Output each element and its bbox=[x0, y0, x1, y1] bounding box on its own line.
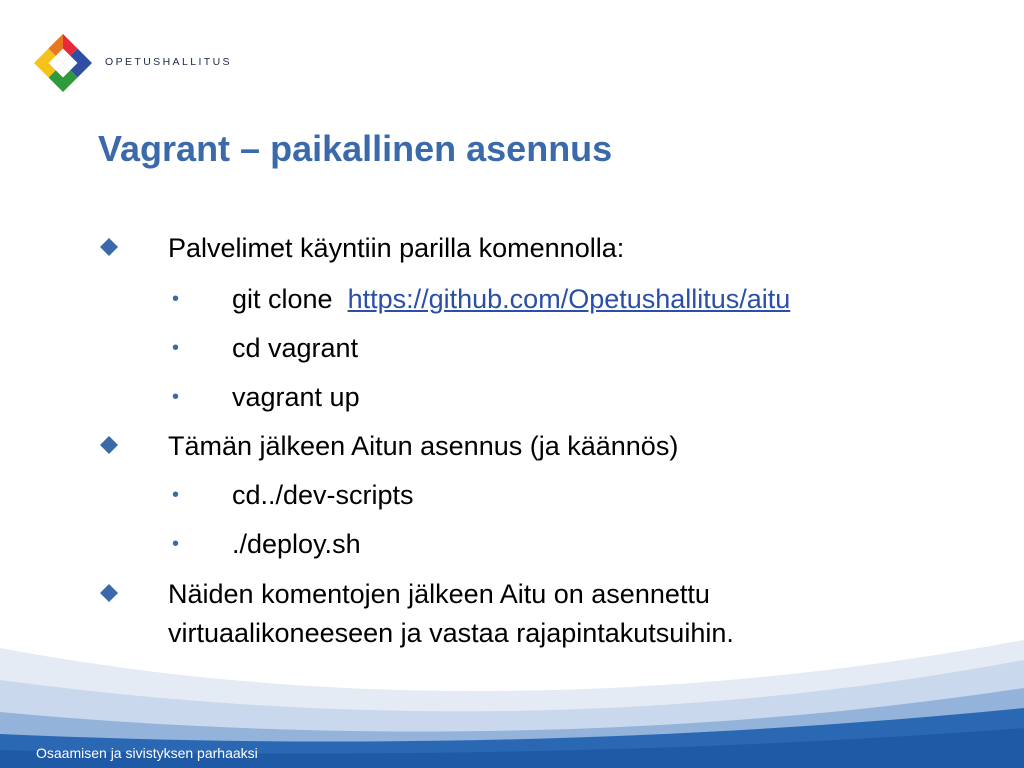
bullet-line: Näiden komentojen jälkeen Aitu on asennettu bbox=[168, 579, 710, 609]
sub-bullet-item: cd../dev-scripts bbox=[232, 480, 414, 510]
bullet-item: Tämän jälkeen Aitun asennus (ja käännös) bbox=[168, 431, 679, 461]
diamond-bullet-icon bbox=[100, 436, 118, 454]
github-link[interactable]: https://github.com/Opetushallitus/aitu bbox=[347, 284, 791, 314]
slide-title: Vagrant – paikallinen asennus bbox=[98, 128, 613, 169]
bullet-line: virtuaalikoneeseen ja vastaa rajapintakutsuihin. bbox=[168, 618, 734, 648]
org-name: OPETUSHALLITUS bbox=[105, 56, 232, 68]
dot-bullet-icon: • bbox=[172, 386, 180, 408]
sub-bullet-prefix: git clone bbox=[232, 284, 348, 314]
diamond-bullet-icon bbox=[100, 238, 118, 256]
sub-bullet-item: ./deploy.sh bbox=[232, 529, 361, 559]
sub-bullet-item: vagrant up bbox=[232, 382, 360, 412]
sub-bullet-item bbox=[232, 280, 790, 319]
dot-bullet-icon: • bbox=[172, 533, 180, 555]
footer-wave bbox=[0, 600, 1024, 768]
sub-bullet-item: cd vagrant bbox=[232, 333, 359, 363]
bullet-item: Palvelimet käyntiin parilla komennolla: bbox=[168, 233, 625, 263]
dot-bullet-icon: • bbox=[172, 288, 180, 310]
dot-bullet-icon: • bbox=[172, 337, 180, 359]
footer-tagline: Osaamisen ja sivistyksen parhaaksi bbox=[36, 745, 258, 761]
dot-bullet-icon: • bbox=[172, 484, 180, 506]
